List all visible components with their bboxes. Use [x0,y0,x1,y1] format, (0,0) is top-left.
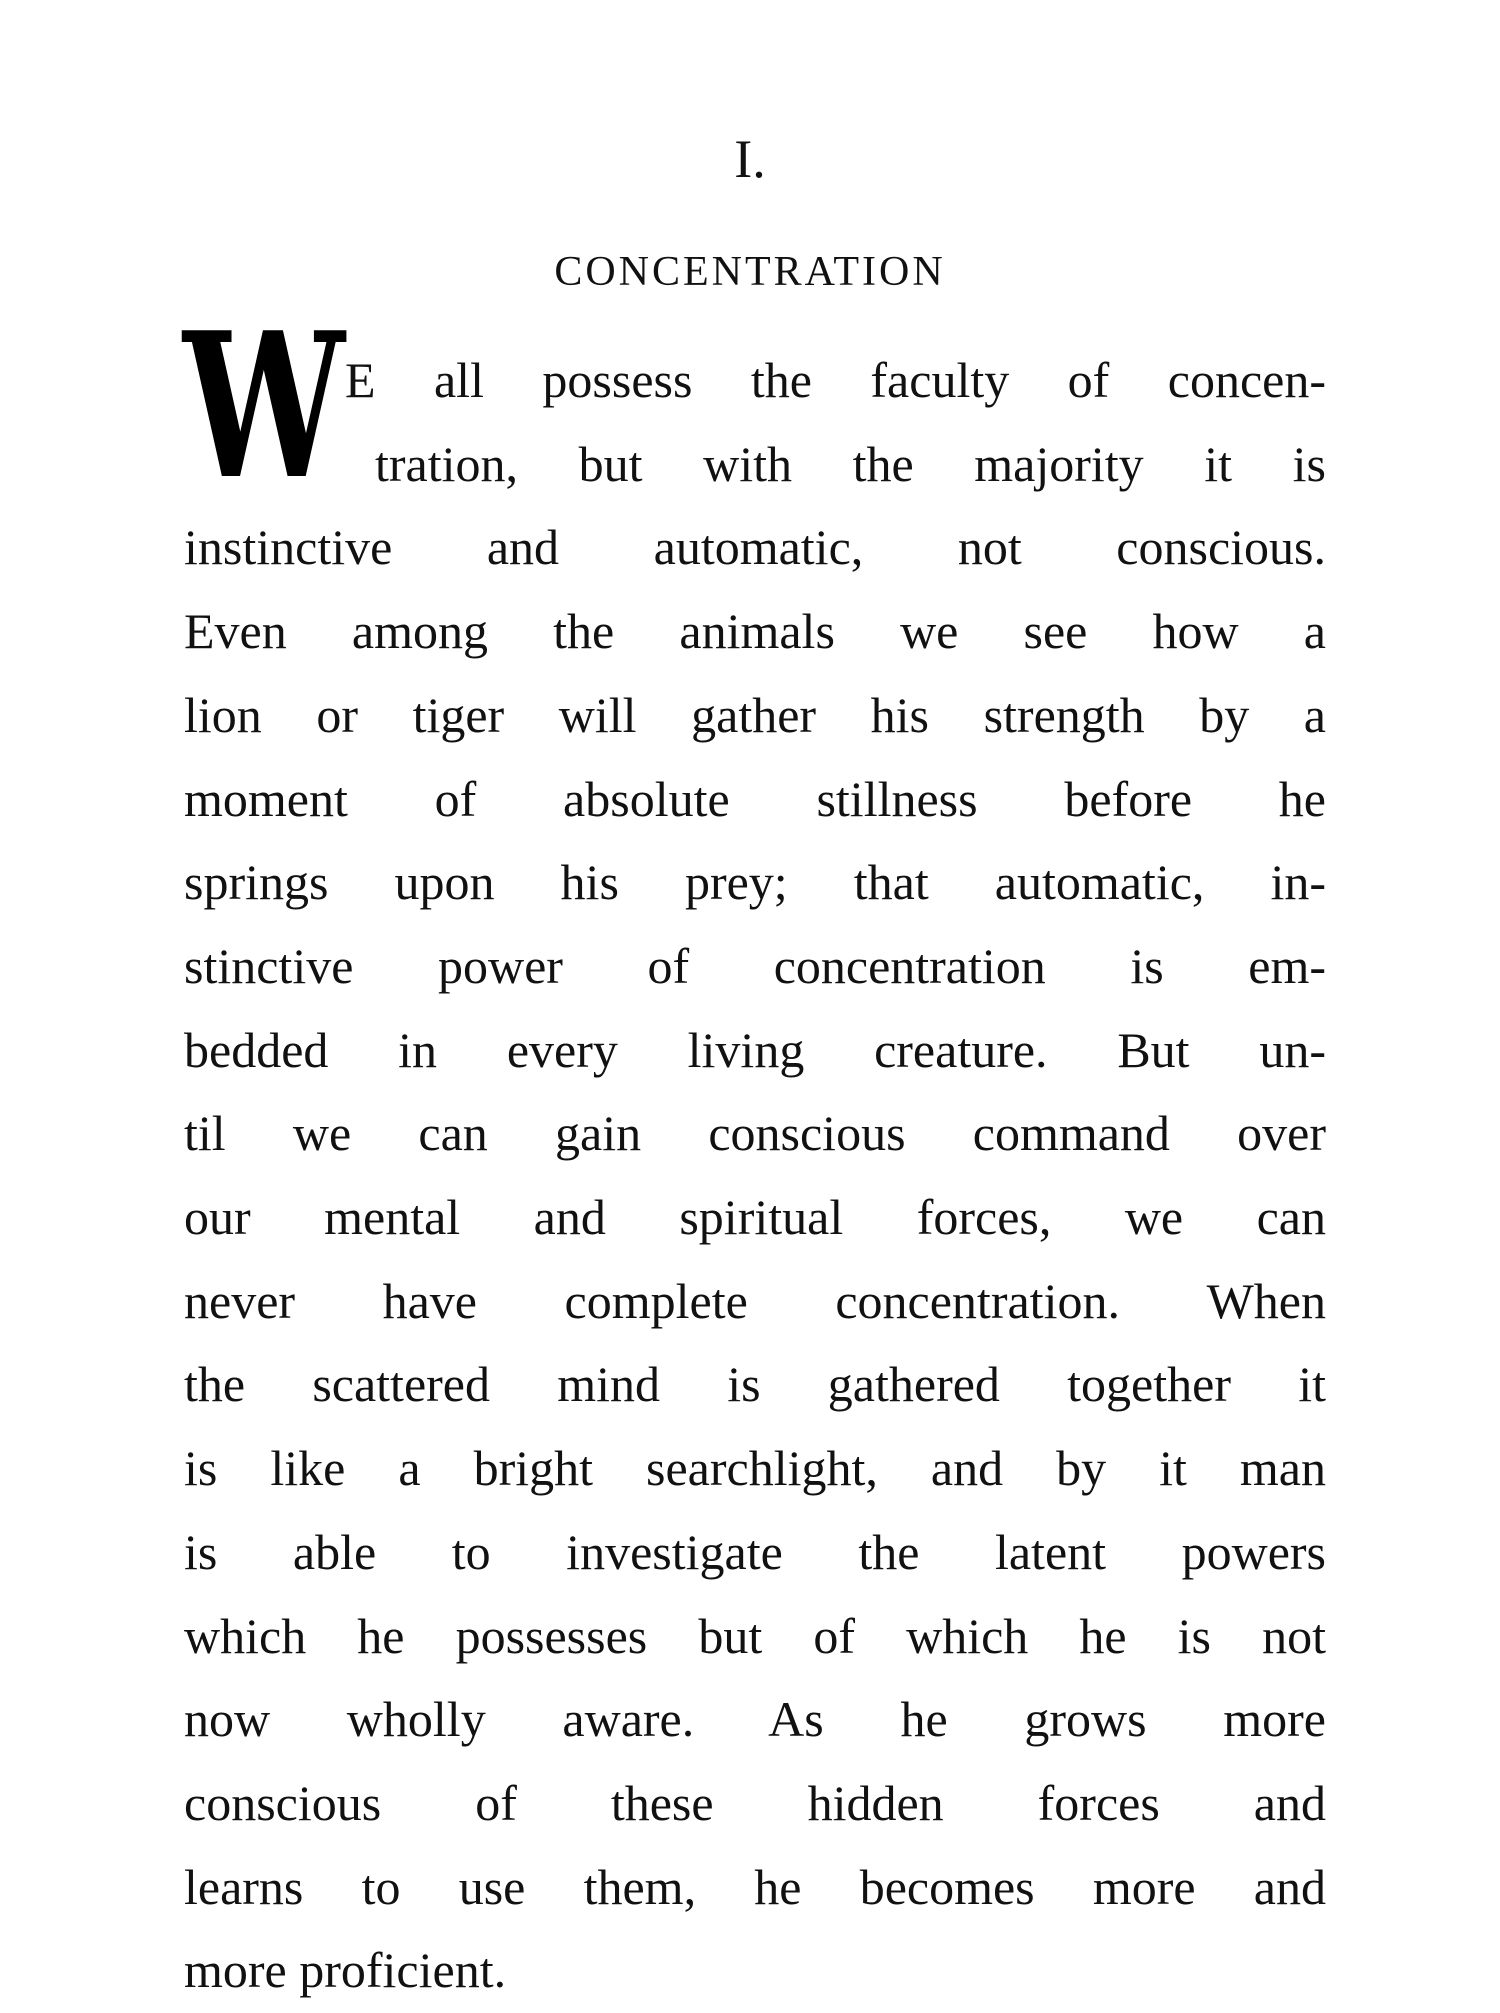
text-line: stinctive power of concentration is em- [184,937,1326,994]
text-line: learns to use them, he becomes more and [184,1858,1326,1915]
text-line: the scattered mind is gathered together it [184,1356,1326,1413]
text-line: bedded in every living creature. But un- [184,1021,1326,1078]
text-line: is like a bright searchlight, and by it man [184,1440,1326,1497]
text-line: is able to investigate the latent powers [184,1523,1326,1580]
drop-cap-initial: W [183,289,345,524]
text-line: Even among the animals we see how a [184,603,1326,660]
text-line: til we can gain conscious command over [184,1105,1326,1162]
text-line: never have complete concentration. When [184,1272,1326,1329]
text-line: our mental and spiritual forces, we can [184,1189,1326,1246]
text-line: moment of absolute stillness before he [184,770,1326,827]
text-line: springs upon his prey; that automatic, in- [184,854,1326,911]
text-line: E all possess the faculty of concen- [345,352,1326,408]
chapter-number: I. [734,129,766,189]
text-line: instinctive and automatic, not conscious. [184,519,1326,576]
text-line: more proficient. [184,1942,507,1999]
text-line: which he possesses but of which he is not [184,1607,1326,1664]
text-line: now wholly aware. As he grows more [184,1691,1326,1748]
text-line: tration, but with the majority it is [375,435,1326,492]
chapter-title: CONCENTRATION [554,249,946,295]
body-paragraph [184,339,1326,2013]
text-line: lion or tiger will gather his strength by a [184,686,1326,743]
text-line: conscious of these hidden forces and [184,1774,1326,1831]
